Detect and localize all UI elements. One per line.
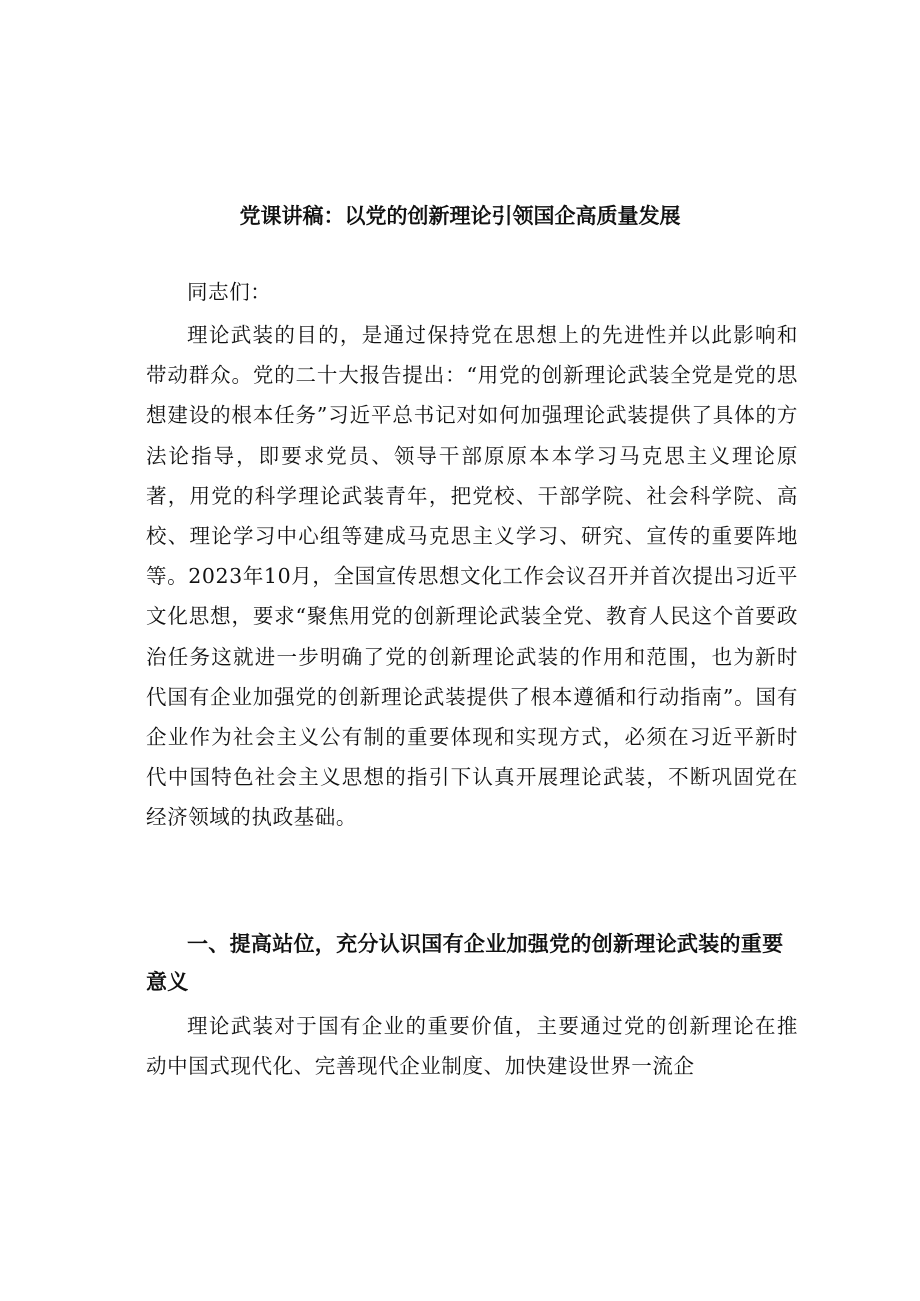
body-paragraph: 理论武装的目的，是通过保持党在思想上的先进性并以此影响和带动群众。党的二十大报告提出：“用党的创新理论武装全党是党的思想建设的根本任务”习近平总书记对如何加强理论武装提供了具体的方法论指导，即要求党员、领导干部原原本本学习马克思主义理论原著，用党的科学理论武装青年，把党校、干部学院、社会科学院、高校、理论学习中心组等建成马克思主义学习、研究、宣传的重要阵地等。2023年10月，全国宣传思想文化工作会议召开并首次提出习近平文化思想，要求“聚焦用党的创新理论武装全党、教育人民这个首要政治任务这就进一步明确了党的创新理论武装的作用和范围，也为新时代国有企业加强党的创新理论武装提供了根本遵循和行动指南”。国有企业作为社会主义公有制的重要体现和实现方式，必须在习近平新时代中国特色社会主义思想的指引下认真开展理论武装，不断巩固党在经济领域的执政基础。 [146, 323, 798, 830]
section-heading: 一、提高站位，充分认识国有企业加强党的创新理论武装的重要意义 [146, 932, 784, 994]
body-paragraph: 理论武装对于国有企业的重要价值，主要通过党的创新理论在推动中国式现代化、完善现代企业制度、加快建设世界一流企 [146, 1014, 798, 1079]
document-title: 党课讲稿：以党的创新理论引领国企高质量发展 [239, 204, 681, 228]
salutation: 同志们： [187, 280, 272, 304]
